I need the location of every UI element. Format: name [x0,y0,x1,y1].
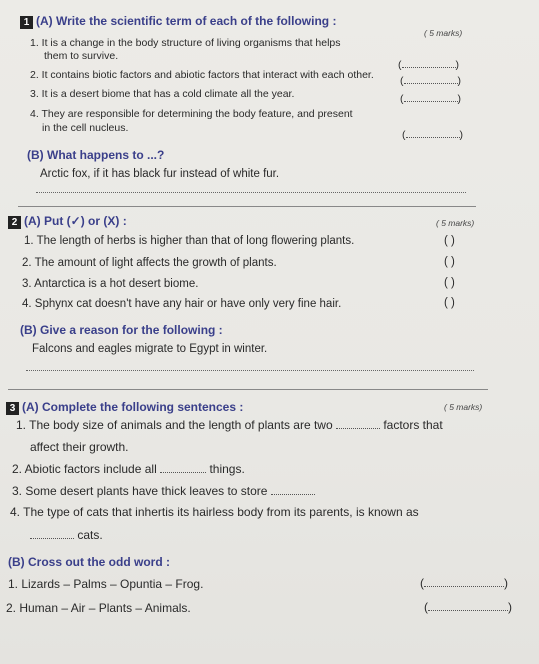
q3-b-item-2: 2. Human – Air – Plants – Animals. [6,601,191,615]
q1-heading-a [20,14,336,29]
q2-paren-4: ( ) [444,297,455,309]
q3-item-1-cont: affect their growth. [30,440,129,454]
q1-answer-1: ( ) [398,59,459,71]
q1-item-3: 3. It is a desert biome that has a cold climate all the year. [30,88,295,100]
q3-marks: ( 5 marks) [444,402,483,412]
q1-heading-a-text: (A) Write the scientific term of each of the following : [36,14,337,28]
q2-heading-a [8,214,127,229]
q1-answer-2: ( ) [400,75,461,87]
q2-b-item: Falcons and eagles migrate to Egypt in winter. [32,343,268,355]
q1-marks: ( 5 marks) [424,28,463,38]
q2-marks: ( 5 marks) [436,218,475,228]
q2-heading-a-text: (A) Put (✓) or (X) : [24,214,127,228]
q1-number-badge: 1 [20,16,33,29]
q2-number-badge: 2 [8,216,21,229]
q3-b-answer-2: ( ) [424,600,512,614]
q2-item-2: 2. The amount of light affects the growth of plants. [22,257,277,269]
q1-divider [18,206,476,207]
q3-item-3: 3. Some desert plants have thick leaves to store [12,484,315,498]
q1-b-answer-line [36,192,466,193]
q1-item-4: 4. They are responsible for determining the body feature, and present [30,108,353,120]
q2-item-4: 4. Sphynx cat doesn't have any hair or have only very fine hair. [22,298,342,310]
q3-item-1: 1. The body size of animals and the length of plants are two factors that [16,418,443,432]
q1-item-4-cont: in the cell nucleus. [42,122,129,134]
q1-b-item: Arctic fox, if it has black fur instead of white fur. [40,168,280,180]
q3-b-answer-1: ( ) [420,576,508,590]
q2-b-answer-line [26,370,474,371]
q2-paren-3: ( ) [444,277,455,289]
q3-b-item-1: 1. Lizards – Palms – Opuntia – Frog. [8,577,204,591]
q1-item-1: 1. It is a change in the body structure of living organisms that helps [30,37,341,49]
q2-paren-2: ( ) [444,256,455,268]
q3-heading-a-text: (A) Complete the following sentences : [22,400,244,414]
q1-answer-3: ( ) [400,93,461,105]
q3-heading-a [6,400,243,415]
q2-divider [8,389,488,390]
q3-item-4: 4. The type of cats that inhertis its hairless body from its parents, is known as [10,505,419,519]
q3-item-2: 2. Abiotic factors include all things. [12,462,245,476]
q3-heading-b: (B) Cross out the odd word : [8,555,170,569]
q2-heading-b: (B) Give a reason for the following : [20,323,223,337]
q1-item-2: 2. It contains biotic factors and abiotic factors that interact with each other. [30,69,374,81]
q2-item-3: 3. Antarctica is a hot desert biome. [22,278,199,290]
q2-paren-1: ( ) [444,235,455,247]
q3-number-badge: 3 [6,402,19,415]
q3-item-4-cont: cats. [30,528,103,542]
q2-item-1: 1. The length of herbs is higher than that of long flowering plants. [24,235,355,247]
q1-answer-4: ( ) [402,129,463,141]
q1-item-1-cont: them to survive. [44,50,119,62]
q1-heading-b: (B) What happens to ...? [27,148,165,162]
